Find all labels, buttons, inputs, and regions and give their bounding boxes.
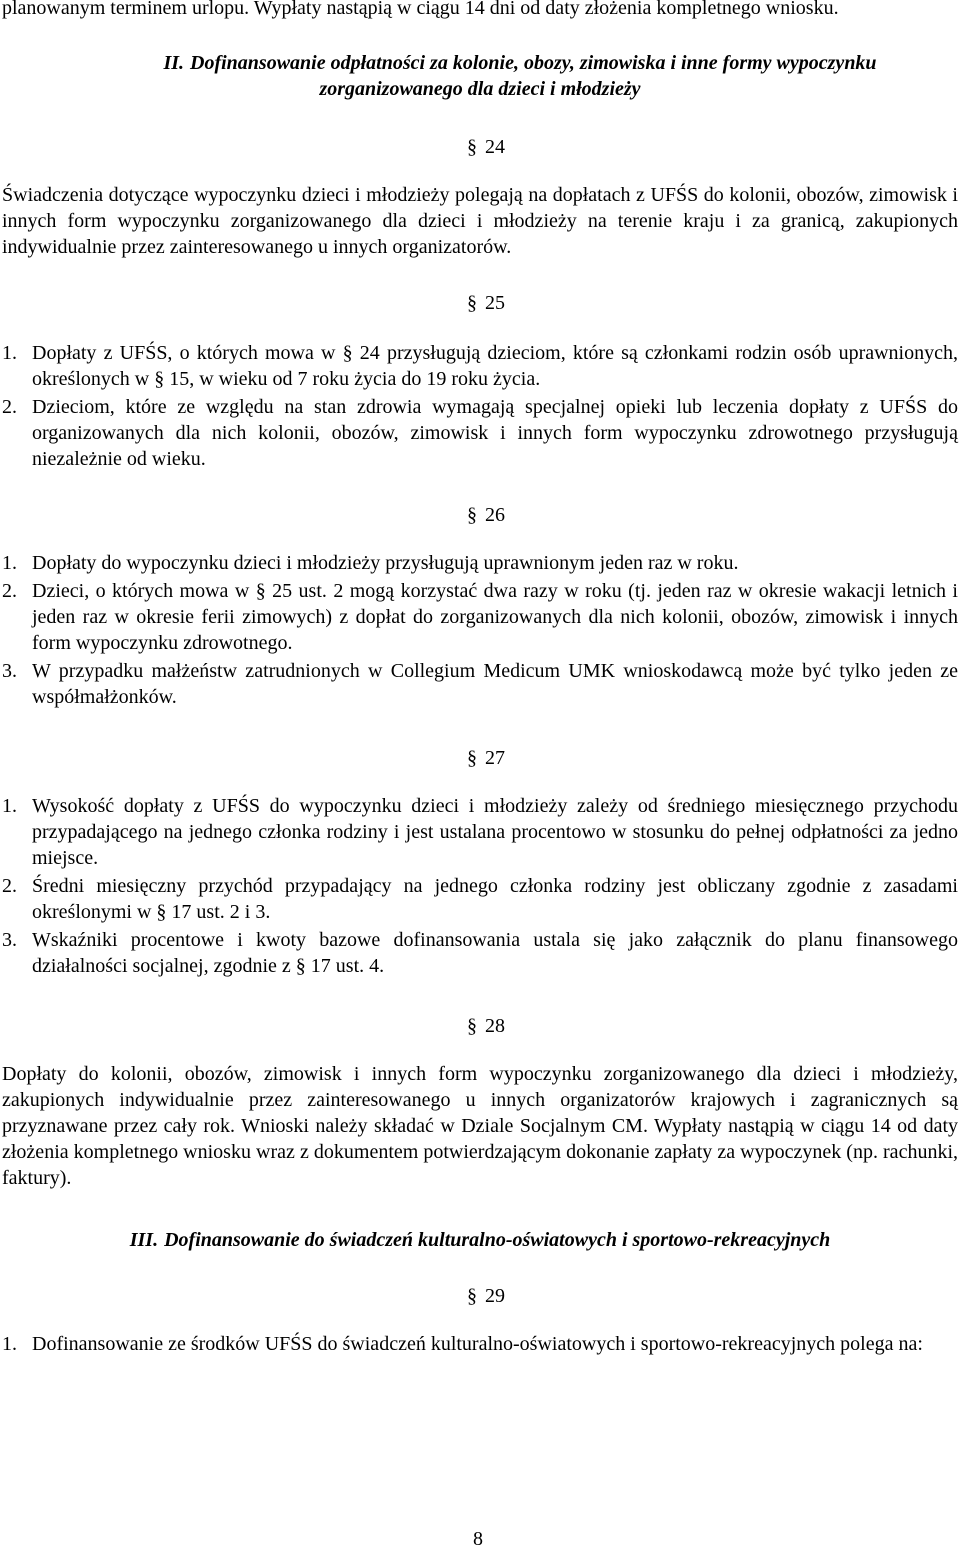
- item-number: 1.: [2, 1333, 17, 1355]
- paragraph-number: 24: [485, 136, 505, 158]
- list-item: [2, 1331, 958, 1357]
- item-text: Dzieci, o których mowa w § 25 ust. 2 mogą korzystać dwa razy w roku (tj. jeden raz w okresie wakacji letnich i jeden raz w okresie ferii zimowych) z dopłat do zorganizowanych dla nich kolonii, obozów, zimowisk i innych form wypoczynku zdrowotnego.: [32, 580, 958, 654]
- list-item: [2, 793, 958, 871]
- section-title-line1: Dofinansowanie odpłatności za kolonie, obozy, zimowiska i inne formy wypoczynku: [190, 52, 877, 74]
- paragraph-number: 29: [485, 1285, 505, 1307]
- item-number: 1.: [2, 795, 17, 817]
- section-title: Dofinansowanie do świadczeń kulturalno-oświatowych i sportowo-rekreacyjnych: [164, 1229, 831, 1251]
- section-sign: §: [467, 747, 477, 769]
- paragraph-heading-29: [2, 1283, 958, 1309]
- item-text: Dopłaty z UFŚS, o których mowa w § 24 przysługują dzieciom, które są członkami rodzin osób uprawnionych, określonych w § 15, w wieku od 7 roku życia do 19 roku życia.: [32, 342, 958, 390]
- paragraph-number: 27: [485, 747, 505, 769]
- item-text: Dopłaty do wypoczynku dzieci i młodzieży przysługują uprawnionym jeden raz w roku.: [32, 552, 739, 574]
- section-sign: §: [467, 1015, 477, 1037]
- section-roman-numeral: III.: [129, 1229, 159, 1251]
- item-text: Wskaźniki procentowe i kwoty bazowe dofinansowania ustala się jako załącznik do planu finansowego działalności socjalnej, zgodnie z § 17 ust. 4.: [32, 929, 958, 977]
- paragraph-number: 28: [485, 1015, 505, 1037]
- section-heading-ii: [2, 50, 958, 102]
- list-item: [2, 394, 958, 472]
- paragraph-number: 25: [485, 292, 505, 314]
- section-sign: §: [467, 136, 477, 158]
- paragraph-heading-24: [2, 134, 958, 160]
- document-page: [2, 0, 958, 1357]
- section-sign: §: [467, 292, 477, 314]
- item-text: W przypadku małżeństw zatrudnionych w Collegium Medicum UMK wnioskodawcą może być tylko jeden ze współmałżonków.: [32, 660, 958, 708]
- paragraph-heading-28: [2, 1013, 958, 1039]
- item-text: Średni miesięczny przychód przypadający na jednego członka rodziny jest obliczany zgodnie z zasadami określonymi w § 17 ust. 2 i 3.: [32, 875, 958, 923]
- section-title-line2: zorganizowanego dla dzieci i młodzieży: [319, 78, 641, 100]
- page-number: 8: [473, 1528, 483, 1550]
- item-text: Wysokość dopłaty z UFŚS do wypoczynku dzieci i młodzieży zależy od średniego miesięcznego przychodu przypadającego na jednego członka rodziny i jest ustalana procentowo w stosunku do pełnej odpłatności za jedno miejsce.: [32, 795, 958, 869]
- list-item: [2, 578, 958, 656]
- item-number: 2.: [2, 580, 17, 602]
- item-number: 2.: [2, 875, 17, 897]
- list-item: [2, 550, 958, 576]
- section-heading-ii-line1: [2, 50, 958, 76]
- list-item: [2, 340, 958, 392]
- section-roman-numeral: II.: [163, 52, 185, 74]
- list-item: [2, 927, 958, 979]
- item-text: Dofinansowanie ze środków UFŚS do świadczeń kulturalno-oświatowych i sportowo-rekreacyjnych polega na:: [32, 1333, 923, 1355]
- section-sign: §: [467, 504, 477, 526]
- item-text: Dzieciom, które ze względu na stan zdrowia wymagają specjalnej opieki lub leczenia dopłaty z UFŚS do organizowanych dla nich kolonii, obozów, zimowisk i innych form wypoczynku zdrowotnego przysługują niezależnie od wieku.: [32, 396, 958, 470]
- list-item: [2, 658, 958, 710]
- section-sign: §: [467, 1285, 477, 1307]
- item-number: 3.: [2, 660, 17, 682]
- paragraph-heading-25: [2, 290, 958, 316]
- item-number: 2.: [2, 396, 17, 418]
- paragraph-heading-26: [2, 502, 958, 528]
- paragraph-28-text: Dopłaty do kolonii, obozów, zimowisk i innych form wypoczynku zorganizowanego dla dzieci i młodzieży, zakupionych indywidualnie przez zainteresowanego u innych organizatorów krajowych i zagranicznych są przyznawane przez cały rok. Wnioski należy składać w Dziale Socjalnym CM. Wypłaty nastąpią w ciągu 14 od daty złożenia kompletnego wniosku wraz z dokumentem potwierdzającym dokonanie zapłaty za wypoczynek (np. rachunki, faktury).: [2, 1063, 958, 1189]
- section-heading-iii: [2, 1227, 958, 1253]
- intro-paragraph: planowanym terminem urlopu. Wypłaty nastąpią w ciągu 14 dni od daty złożenia kompletnego wniosku.: [2, 0, 839, 19]
- paragraph-number: 26: [485, 504, 505, 526]
- item-number: 1.: [2, 552, 17, 574]
- paragraph-24-text: Świadczenia dotyczące wypoczynku dzieci i młodzieży polegają na dopłatach z UFŚS do kolonii, obozów, zimowisk i innych form wypoczynku zorganizowanego dla dzieci i młodzieży na terenie kraju i za granicą, zakupionych indywidualnie przez zainteresowanego u innych organizatorów.: [2, 184, 958, 258]
- list-item: [2, 873, 958, 925]
- paragraph-heading-27: [2, 745, 958, 771]
- item-number: 1.: [2, 342, 17, 364]
- item-number: 3.: [2, 929, 17, 951]
